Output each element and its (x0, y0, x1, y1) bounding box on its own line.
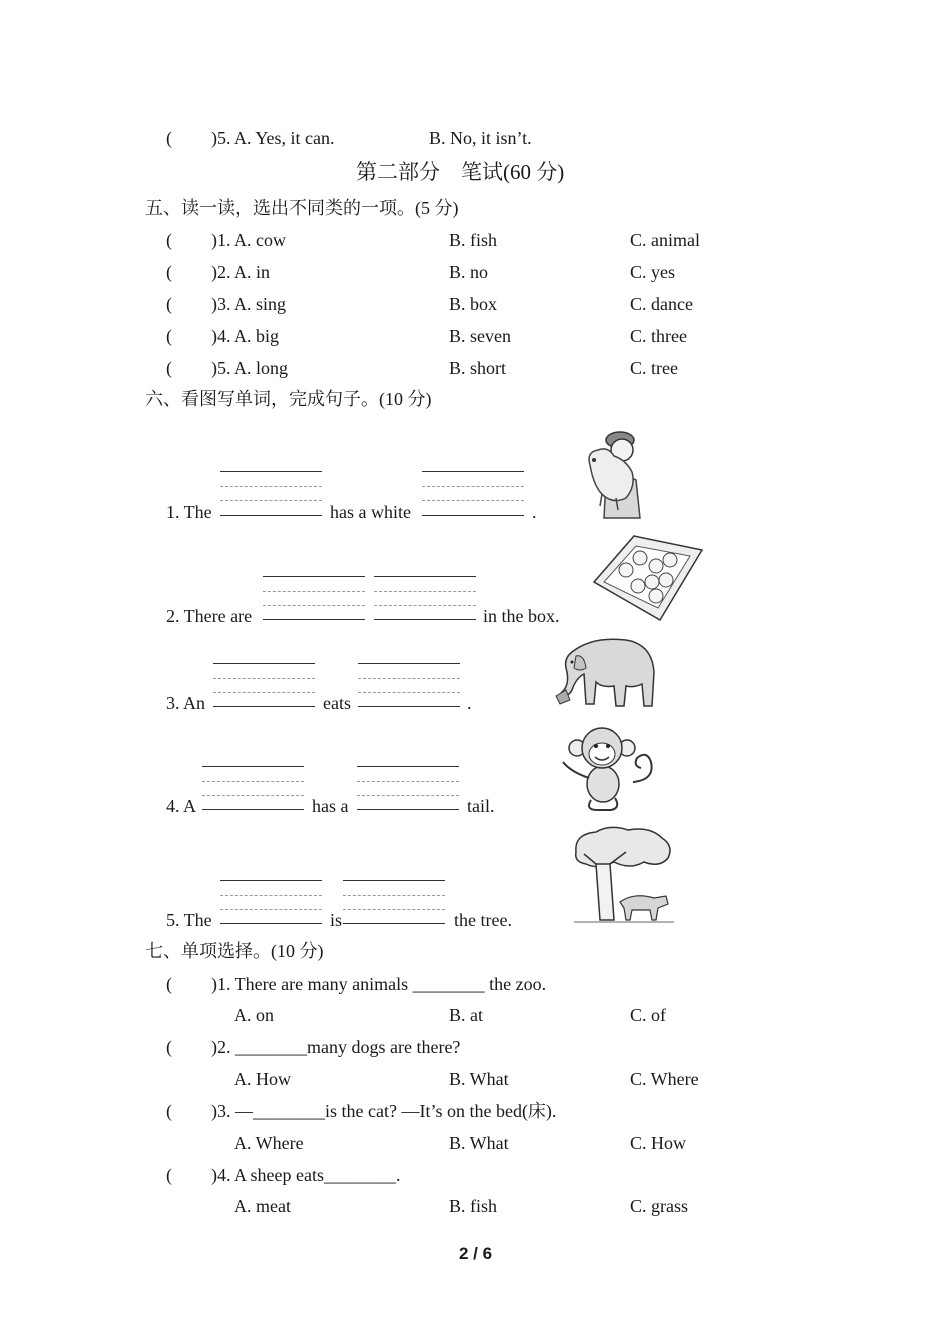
paren: ( (166, 128, 172, 148)
option-c: C. animal (630, 230, 700, 250)
option-b: B. at (449, 1005, 483, 1025)
paren: ( (166, 326, 172, 346)
option-b: B. fish (449, 1196, 498, 1216)
box-of-cats-image (590, 530, 705, 625)
option-a: A. on (234, 1005, 274, 1025)
option-a: )4. A. big (211, 326, 280, 346)
q4-text-1: 4. A (166, 796, 197, 816)
option-b: B. No, it isn’t. (429, 128, 532, 148)
option-c: C. dance (630, 294, 693, 314)
elephant-image (542, 632, 660, 712)
q2-text-1: 2. There are (166, 606, 253, 626)
q1-text-1: 1. The (166, 502, 212, 522)
option-b: B. no (449, 262, 489, 282)
paren: ( (166, 974, 172, 994)
option-c: C. tree (630, 358, 678, 378)
q5-text-2: is (330, 910, 343, 930)
option-a: )3. A. sing (211, 294, 287, 314)
q5-text-1: 5. The (166, 910, 212, 930)
q4-text-3: tail. (467, 796, 495, 816)
q3-text-2: eats (323, 693, 351, 713)
option-a: A. meat (234, 1196, 291, 1216)
paren: ( (166, 262, 172, 282)
paren: ( (166, 1101, 172, 1121)
q5-text-3: the tree. (454, 910, 512, 930)
q1-text-3: . (532, 502, 537, 522)
paren: ( (166, 294, 172, 314)
paren: ( (166, 1165, 172, 1185)
option-b: B. fish (449, 230, 498, 250)
option-c: C. three (630, 326, 687, 346)
section-6-heading: 六、看图写单词，完成句子。(10 分) (145, 389, 432, 409)
option-b: B. seven (449, 326, 511, 346)
q2-text-2: in the box. (483, 606, 560, 626)
option-b: B. What (449, 1133, 509, 1153)
option-c: C. yes (630, 262, 675, 282)
question: )4. A sheep eats________. (211, 1165, 401, 1185)
paren: ( (166, 1037, 172, 1057)
question: )3. —________is the cat? —It’s on the bed(床). (211, 1101, 557, 1121)
q3-text-3: . (467, 693, 472, 713)
option-c: C. of (630, 1005, 666, 1025)
tree-and-horse-image (570, 824, 678, 926)
question-top-5: )5. A. Yes, it can. (211, 128, 335, 148)
option-b: B. What (449, 1069, 509, 1089)
q3-text-1: 3. An (166, 693, 206, 713)
page-number: 2 / 6 (459, 1244, 493, 1263)
q4-text-2: has a (312, 796, 349, 816)
part-title: 第二部分 笔试(60 分) (356, 160, 565, 184)
option-a: A. Where (234, 1133, 304, 1153)
option-c: C. How (630, 1133, 687, 1153)
question: )1. There are many animals ________ the zoo. (211, 974, 547, 994)
section-7-heading: 七、单项选择。(10 分) (145, 941, 324, 961)
section-5-heading: 五、读一读，选出不同类的一项。(5 分) (145, 198, 459, 218)
paren: ( (166, 230, 172, 250)
monkey-image (555, 722, 660, 814)
q1-text-2: has a white (330, 502, 411, 522)
option-a: )1. A. cow (211, 230, 286, 250)
paren: ( (166, 358, 172, 378)
option-c: C. Where (630, 1069, 699, 1089)
option-b: B. box (449, 294, 498, 314)
option-c: C. grass (630, 1196, 688, 1216)
option-b: B. short (449, 358, 507, 378)
boy-with-sheep-image (580, 420, 660, 520)
option-a: )2. A. in (211, 262, 271, 282)
option-a: )5. A. long (211, 358, 289, 378)
option-a: A. How (234, 1069, 291, 1089)
question: )2. ________many dogs are there? (211, 1037, 461, 1057)
